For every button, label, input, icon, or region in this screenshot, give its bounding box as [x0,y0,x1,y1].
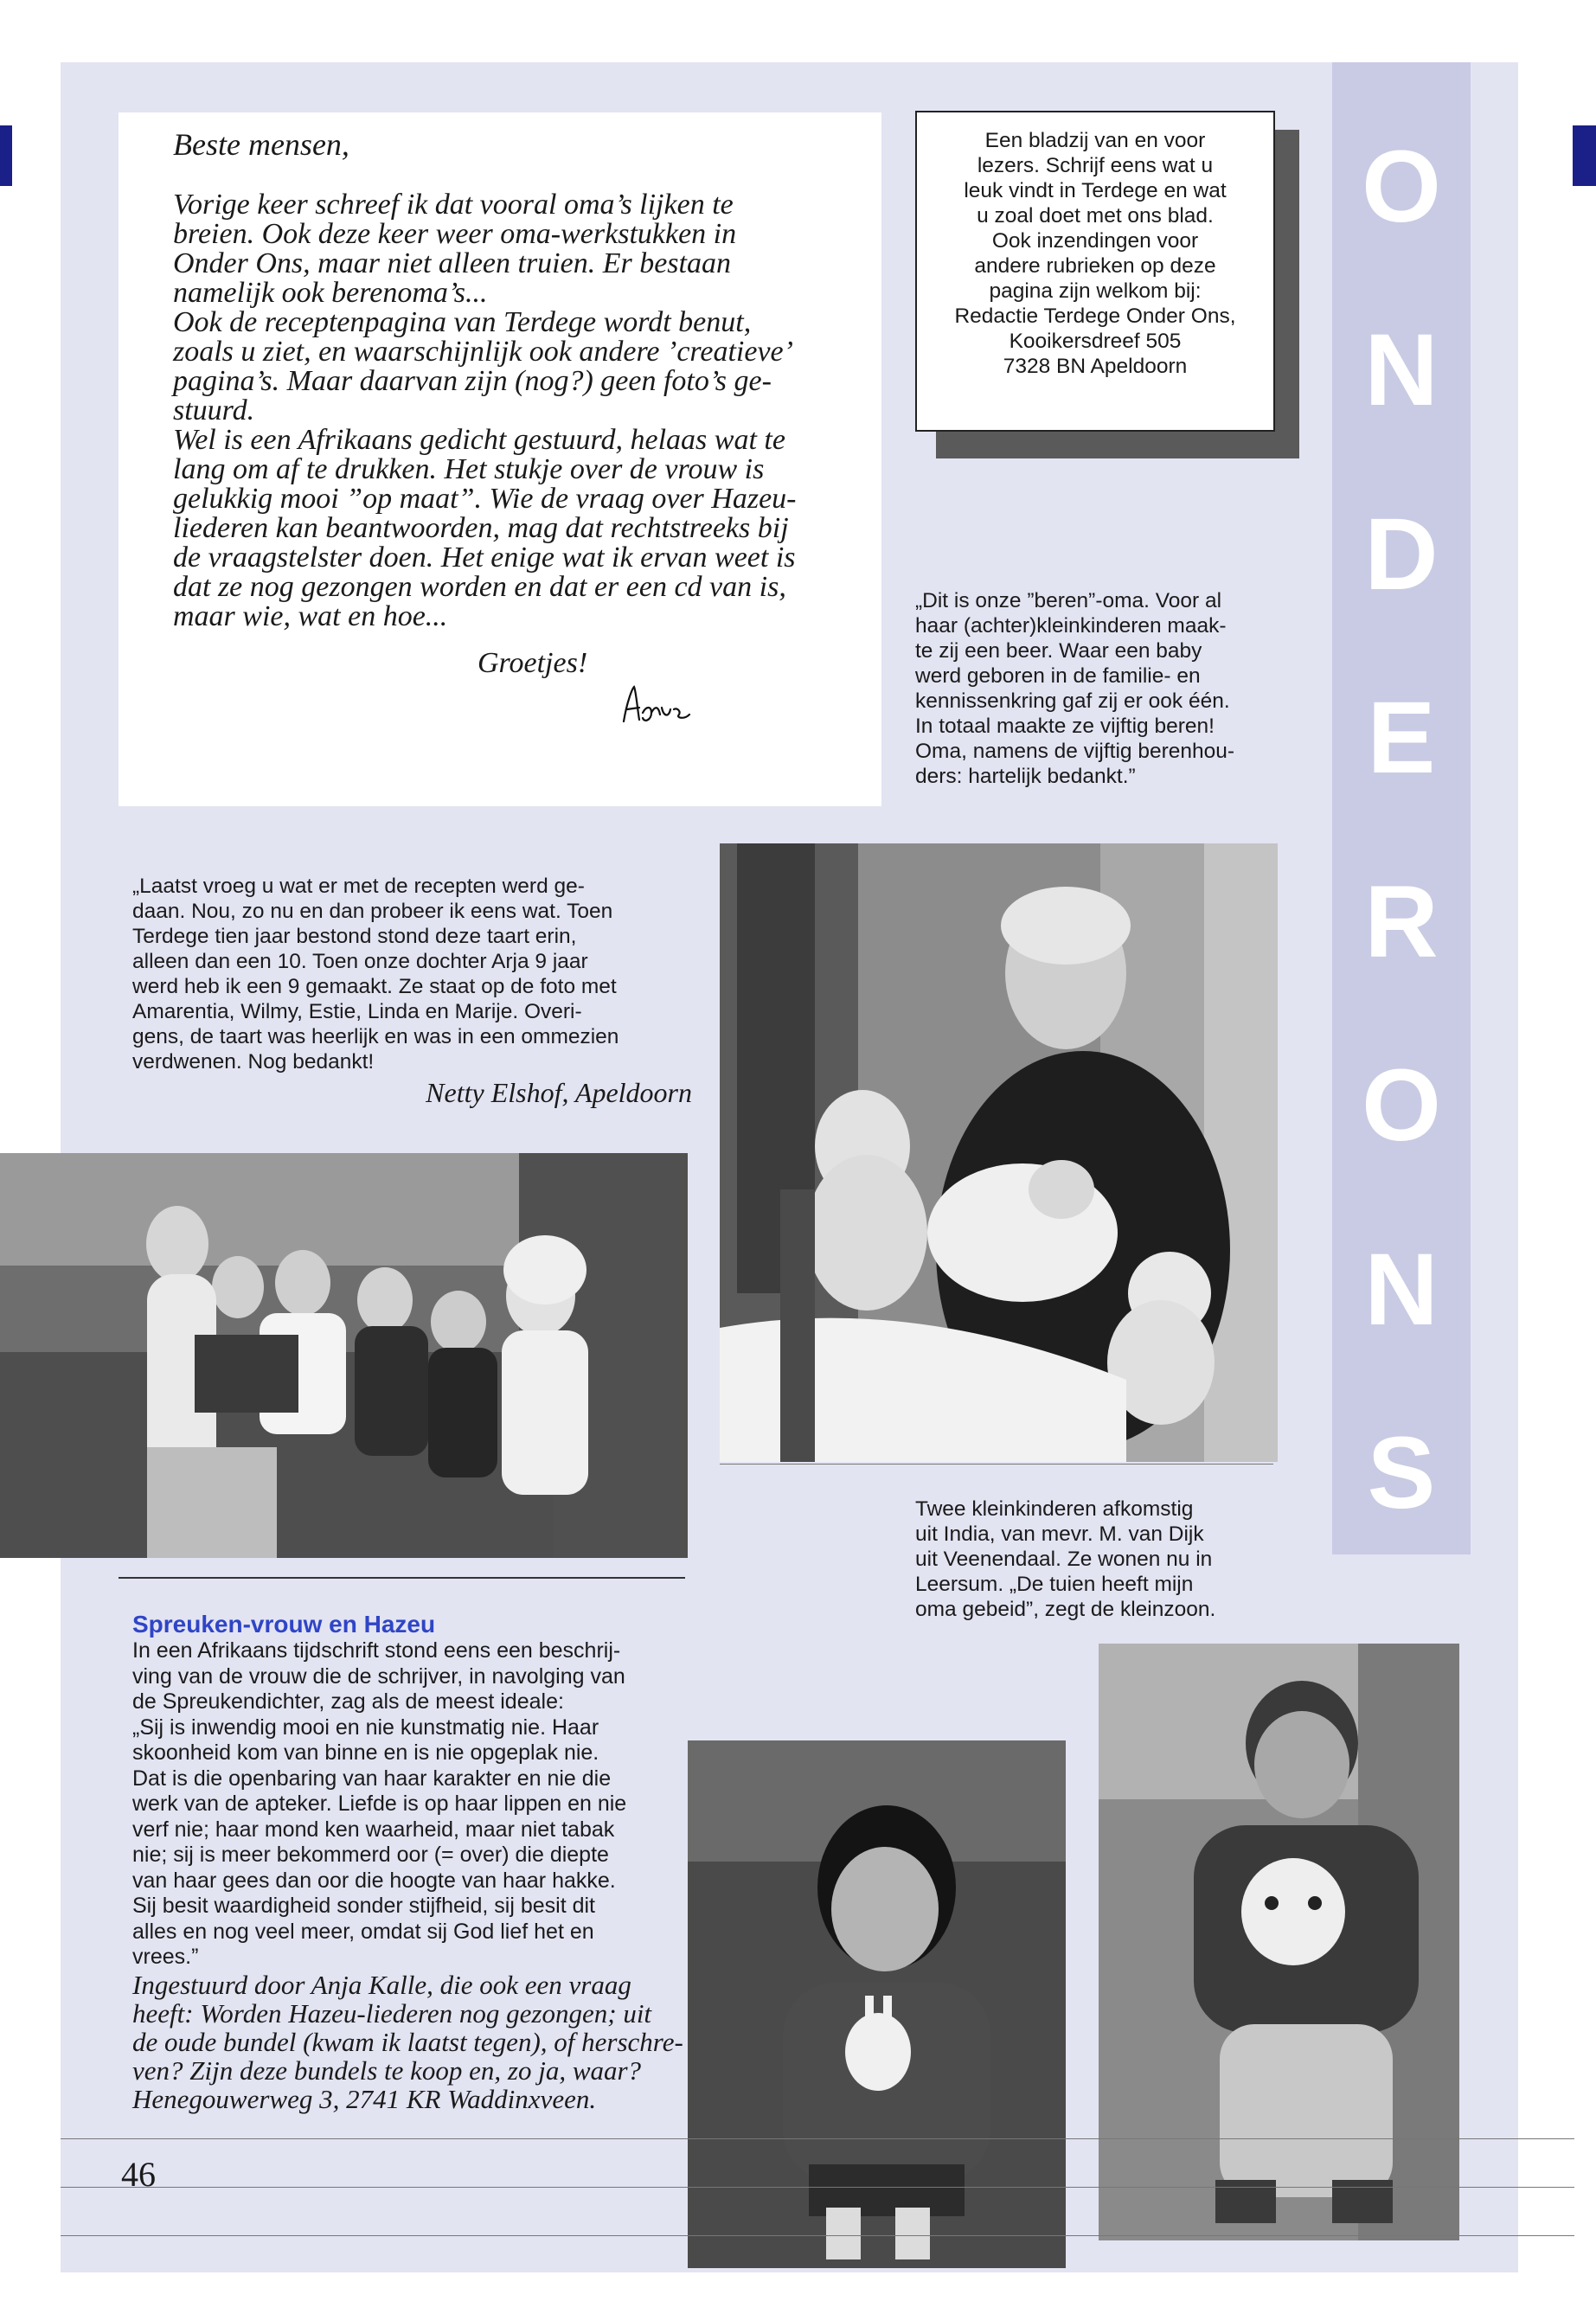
right-edge-mark [1573,125,1596,186]
caption-line: Leersum. „De tuien heeft mijn [915,1573,1194,1596]
article-line: nie; sij is meer bekommerd oor (= over) die diepte [132,1843,609,1867]
article-italic-line: heeft: Worden Hazeu-liederen nog gezongen; uit [132,1997,652,2029]
caption-line: werd heb ik een 9 gemaakt. Ze staat op de foto met [132,975,617,998]
article-body [132,1638,703,1971]
letter-line: pagina’s. Maar daarvan zijn (nog?) geen foto’s ge- [173,365,772,397]
letter-salutation: Beste mensen, [173,127,349,162]
article-line: verf nie; haar mond ken waarheid, maar niet tabak [132,1817,615,1842]
address-line: 7328 BN Apeldoorn [1003,355,1188,378]
address-text [924,128,1266,379]
article-request [132,1971,703,2113]
address-box [915,111,1275,432]
caption-line: werd geboren in de familie- en [915,664,1201,688]
letter-line: Onder Ons, maar niet alleen truien. Er bestaan [173,247,731,279]
photo-boy-dog-sweater [1099,1644,1459,2240]
address-line: Een bladzij van en voor [984,129,1206,152]
letter-line: Vorige keer schreef ik dat vooral oma’s lijken te [173,189,734,221]
letter-line: maar wie, wat en hoe... [173,600,448,632]
article-line: Sij besit waardigheid sonder stijfheid, sij besit dit [132,1894,595,1918]
address-line: Redactie Terdege Onder Ons, [954,304,1236,328]
section-letter: N [1364,313,1439,427]
letter-line: lang om af te drukken. Het stukje over de vrouw is [173,453,765,485]
section-letter: O [1362,130,1441,244]
section-letter: E [1367,681,1436,795]
photo-grandmother-bears [720,843,1278,1462]
letter-line: gelukkig mooi ”op maat”. Wie de vraag over Hazeu- [173,483,797,515]
left-edge-mark [0,125,12,186]
article-spreuken-vrouw [132,1611,703,2113]
address-line: andere rubrieken op deze [974,254,1216,278]
divider [119,1577,685,1579]
article-line: alles en nog veel meer, omdat sij God lief het en [132,1919,594,1944]
caption-line: te zij een beer. Waar een baby [915,639,1202,663]
article-italic-line: ven? Zijn deze bundels te koop en, zo ja, waar? [132,2054,642,2086]
section-letter: R [1364,865,1439,979]
address-line: Kooikersdreef 505 [1009,330,1182,353]
address-line: Ook inzendingen voor [991,229,1199,253]
editor-letter [119,112,881,806]
recipe-caption [132,874,695,1074]
article-line: werk van de apteker. Liefde is op haar lippen en nie [132,1791,627,1816]
letter-signoff: Groetjes! [478,647,588,679]
address-line: pagina zijn welkom bij: [989,279,1202,303]
article-italic-line: de oude bundel (kwam ik laatst tegen), of herschre- [132,2026,683,2057]
letter-line: de vraagstelster doen. Het enige wat ik ervan weet is [173,542,796,574]
caption-line: uit Veenendaal. Ze wonen nu in [915,1548,1213,1571]
caption-line: oma gebeid”, zegt de kleinzoon. [915,1598,1216,1621]
photo-girl-bunny-sweater [688,1740,1066,2268]
caption-line: alleen dan een 10. Toen onze dochter Arja 9 jaar [132,950,588,973]
section-letter: N [1364,1233,1439,1347]
caption-line: Oma, namens de vijftig berenhou- [915,740,1235,763]
article-line: Dat is die openbaring van haar karakter en nie die [132,1766,612,1791]
article-line: de Spreukendichter, zag als de meest ideale: [132,1689,564,1714]
footer-rule [61,2138,1574,2139]
letter-line: stuurd. [173,394,255,426]
article-italic-line: Ingestuurd door Anja Kalle, die ook een vraag [132,1969,631,2000]
article-line: van haar gees dan oor die hoogte van haar hakke. [132,1868,616,1893]
letter-line: breien. Ook deze keer weer oma-werkstukken in [173,218,737,250]
caption-line: gens, de taart was heerlijk en was in een ommezien [132,1025,619,1048]
caption-line: daan. Nou, zo nu en dan probeer ik eens wat. Toen [132,900,613,923]
caption-line: haar (achter)kleinkinderen maak- [915,614,1227,638]
caption-line: Amarentia, Wilmy, Estie, Linda en Marije. Overi- [132,1000,582,1023]
caption-line: Twee kleinkinderen afkomstig [915,1497,1194,1521]
caption-line: verdwenen. Nog bedankt! [132,1050,375,1074]
photo-girls-sofa [0,1153,688,1558]
letter-line: dat ze nog gezongen worden en dat er een cd van is, [173,571,786,603]
letter-line: liederen kan beantwoorden, mag dat rechtstreeks bij [173,512,789,544]
section-letter: S [1367,1416,1436,1530]
section-title-strip [1332,62,1471,1554]
article-line: In een Afrikaans tijdschrift stond eens een beschrij- [132,1638,621,1663]
india-caption [915,1497,1296,1622]
address-line: leuk vindt in Terdege en wat [964,179,1227,202]
address-line: u zoal doet met ons blad. [977,204,1214,228]
caption-line: „Dit is onze ”beren”-oma. Voor al [915,589,1222,612]
article-line: skoonheid kom van binne en is nie opgeplak nie. [132,1740,599,1765]
footer-rule [61,2235,1574,2236]
caption-line: ders: hartelijk bedankt.” [915,765,1136,788]
footer-rule [61,2187,1574,2188]
caption-line: kennissenkring gaf zij er ook één. [915,689,1230,713]
letter-line: zoals u ziet, en waarschijnlijk ook andere ’creatieve’ [173,336,793,368]
letter-body [173,127,839,632]
bear-caption [915,588,1296,789]
letter-line: namelijk ook berenoma’s... [173,277,488,309]
article-line: vrees.” [132,1945,199,1969]
address-line: lezers. Schrijf eens wat u [977,154,1214,177]
caption-line: Terdege tien jaar bestond stond deze taart erin, [132,925,577,948]
article-heading: Spreuken-vrouw en Hazeu [132,1611,436,1638]
article-italic-line: Henegouwerweg 3, 2741 KR Waddinxveen. [132,2083,597,2114]
article-line: ving van de vrouw die de schrijver, in navolging van [132,1663,625,1689]
article-line: „Sij is inwendig mooi en nie kunstmatig nie. Haar [132,1715,599,1740]
signature [617,683,695,731]
caption-line: „Laatst vroeg u wat er met de recepten werd ge- [132,875,585,898]
letter-line: Wel is een Afrikaans gedicht gestuurd, helaas wat te [173,424,785,456]
page-number: 46 [121,2155,156,2194]
divider [720,1464,1273,1465]
caption-line: In totaal maakte ze vijftig beren! [915,715,1215,738]
recipe-author: Netty Elshof, Apeldoorn [426,1077,692,1108]
caption-line: uit India, van mevr. M. van Dijk [915,1522,1204,1546]
section-letter: D [1364,497,1439,612]
letter-line: Ook de receptenpagina van Terdege wordt benut, [173,306,752,338]
section-letter: O [1362,1048,1441,1163]
